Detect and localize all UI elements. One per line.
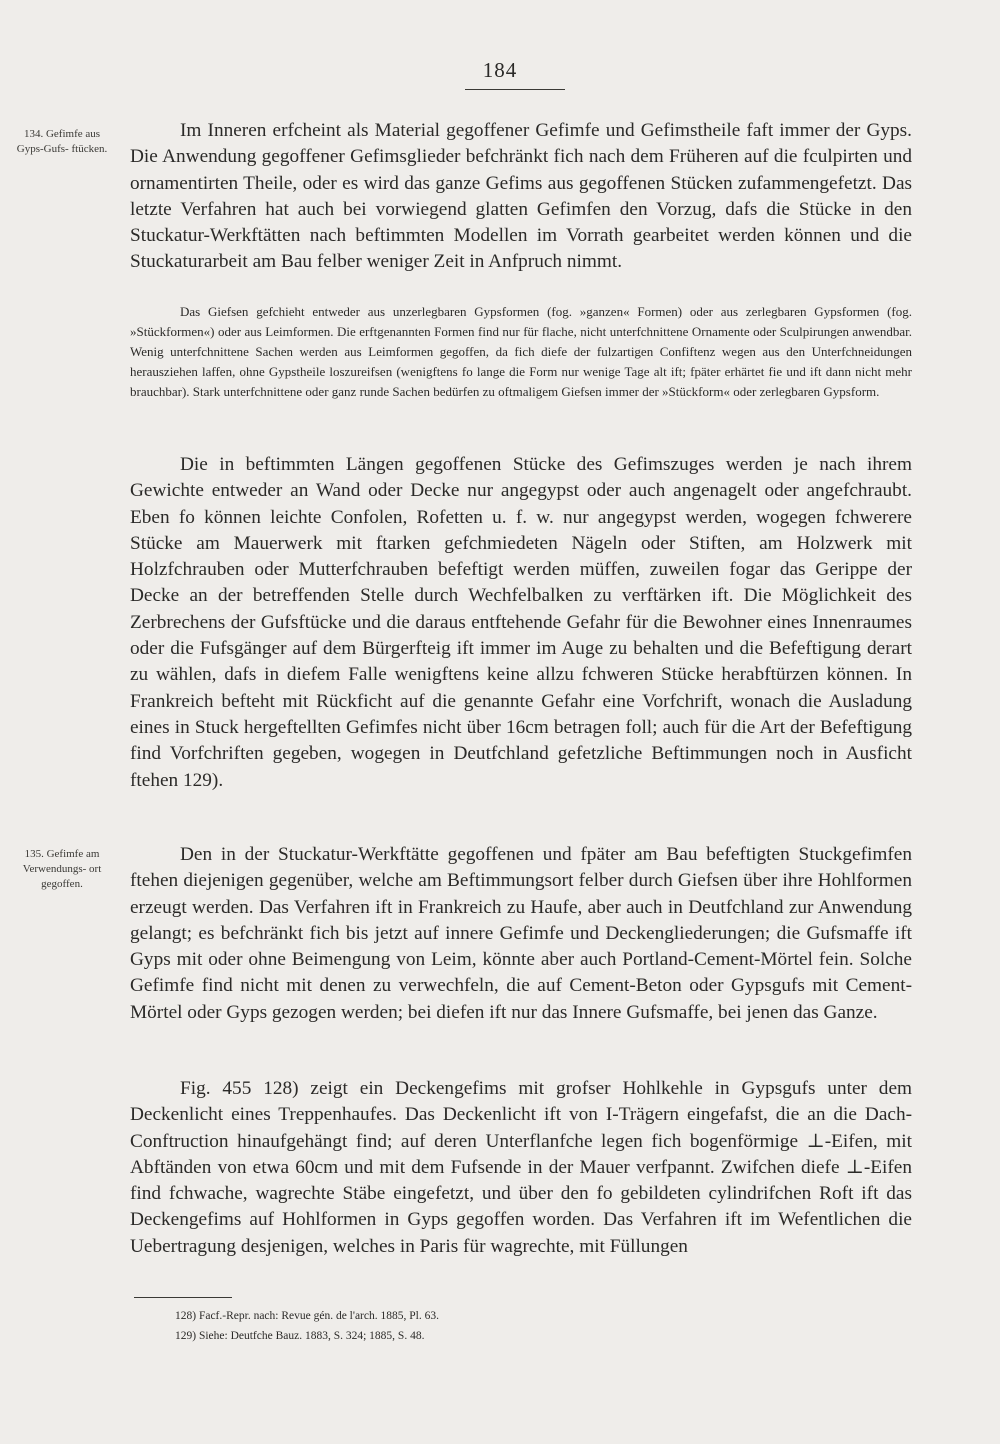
paragraph-4-block (130, 842, 912, 1026)
paragraph-3: Die in beftimmten Längen gegoffenen Stücke des Gefimszuges werden je nach ihrem Gewichte entweder an Wand oder Decke nur angegypst oder auch angenagelt oder angefchraubt. Eben fo können leichte Confolen, Rofetten u. f. w. nur angegypst werden, wogegen fchwerere Stücke am Mauerwerk mit ftarken gefchmiedeten Nägeln oder Stiften, am Holzwerk mit Holzfchrauben oder Mutterfchrauben befeftigt werden müffen, zuweilen fogar das Gerippe der Decke an der betreffenden Stelle durch Wechfelbalken zu verftärken ift. Die Möglichkeit des Zerbrechens der Gufsftücke und die daraus entftehende Gefahr für die Bewohner eines Innenraumes oder die Fufsgänger auf dem Bürgerfteig ift immer im Auge zu behalten und die Befeftigung derart zu wählen, dafs in diefem Falle wenigftens keine allzu fchweren Stücke herabftürzen können. In Frankreich befteht mit Rückficht auf die genannte Gefahr eine Vorfchrift, wonach die Ausladung eines in Stuck hergeftellten Gefimfes nicht über 16cm betragen foll; auch für die Art der Befeftigung find Vorfchriften gegeben, wogegen in Deutfchland gefetzliche Beftimmungen noch in Ausficht ftehen 129). (130, 454, 912, 791)
paragraph-1-block (130, 118, 912, 276)
paragraph-2-block (130, 302, 912, 402)
paragraph-5: Fig. 455 128) zeigt ein Deckengefims mit grofser Hohlkehle in Gypsgufs unter dem Deckenlicht eines Treppenhaufes. Das Deckenlicht ift von I-Trägern eingefafst, die an die Dach-Conftruction hinaufgehängt find; auf deren Unterflanfche legen fich bogenförmige ⊥-Eifen, mit Abftänden von etwa 60cm und mit dem Fufsende in der Mauer verfpannt. Zwifchen diefe ⊥-Eifen find fchwache, wagrechte Stäbe eingefetzt, und über den fo gebildeten cylindrifchen Roft ift das Deckengefims auf Hohlformen in Gyps gegoffen worden. Das Verfahren ift im Wefentlichen die Uebertragung desjenigen, welches in Paris für wagrechte, mit Füllungen (130, 1078, 912, 1257)
footnote-rule (134, 1297, 232, 1298)
paragraph-1: Im Inneren erfcheint als Material gegoffener Gefimfe und Gefimstheile faft immer der Gyps. Die Anwendung gegoffener Gefimsglieder befchränkt fich nach dem Früheren auf die fculpirten und ornamentirten Theile, oder es wird das ganze Gefims aus gegoffenen Stücken zufammengefetzt. Das letzte Verfahren hat auch bei vorwiegend glatten Gefimfen den Vorzug, dafs die Stücke in den Stuckatur-Werkftätten nach beftimmten Modellen im Vorrath gearbeitet werden können und die Stuckaturarbeit am Bau felber weniger Zeit in Anfpruch nimmt. (130, 120, 912, 273)
paragraph-5-block (130, 1076, 912, 1260)
header-rule (465, 89, 565, 90)
margin-note-135: 135. Gefimfe am Verwendungs- ort gegoffen. (22, 848, 102, 890)
paragraph-3-block (130, 452, 912, 794)
page-number: 184 (482, 58, 518, 82)
margin-note-134: 134. Gefimfe aus Gyps-Gufs- ftücken. (16, 128, 108, 155)
paragraph-2-small: Das Giefsen gefchieht entweder aus unzerlegbaren Gypsformen (fog. »ganzen« Formen) oder aus zerlegbaren Gypsformen (fog. »Stückformen«) oder aus Leimformen. Die erftgenannten Formen find nur für flache, nicht unterfchnittene Ornamente oder Sculpirungen anwendbar. Wenig unterfchnittene Sachen werden aus Leimformen gegoffen, da fich diefe der fulzartigen Confiftenz wegen aus den Unterfchneidungen herausziehen laffen, ohne Gypstheile loszureifsen (wenigftens fo lange die Form nur wenige Tage alt ift; fpäter erhärtet fie und ift dann nicht mehr brauchbar). Stark unterfchnittene oder ganz runde Sachen bedürfen zu oftmaligem Giefsen immer der »Stückform« oder zerlegbaren Gypsform. (130, 304, 912, 400)
paragraph-4: Den in der Stuckatur-Werkftätte gegoffenen und fpäter am Bau befeftigten Stuckgefimfen ftehen diejenigen gegenüber, welche am Beftimmungsort felber durch Giefsen über ihre Hohlformen erzeugt werden. Das Verfahren ift in Frankreich zu Haufe, aber auch in Deutfchland zur Anwendung gelangt; es befchränkt fich bis jetzt auf innere Gefimfe und Deckengliederungen; die Gufsmaffe ift Gyps mit oder ohne Beimengung von Leim, könnte aber auch Portland-Cement-Mörtel fein. Solche Gefimfe find nicht mit denen zu verwechfeln, die auf Cement-Beton oder Gypsgufs mit Cement-Mörtel oder Gyps gezogen werden; bei diefen ift nur das Innere Gufsmaffe, bei jenen das Ganze. (130, 844, 912, 1023)
footnote-128: 128) Facf.-Repr. nach: Revue gén. de l'arch. 1885, Pl. 63. (175, 1310, 439, 1322)
footnotes (175, 1306, 875, 1346)
footnote-129: 129) Siehe: Deutfche Bauz. 1883, S. 324; 1885, S. 48. (175, 1330, 425, 1342)
